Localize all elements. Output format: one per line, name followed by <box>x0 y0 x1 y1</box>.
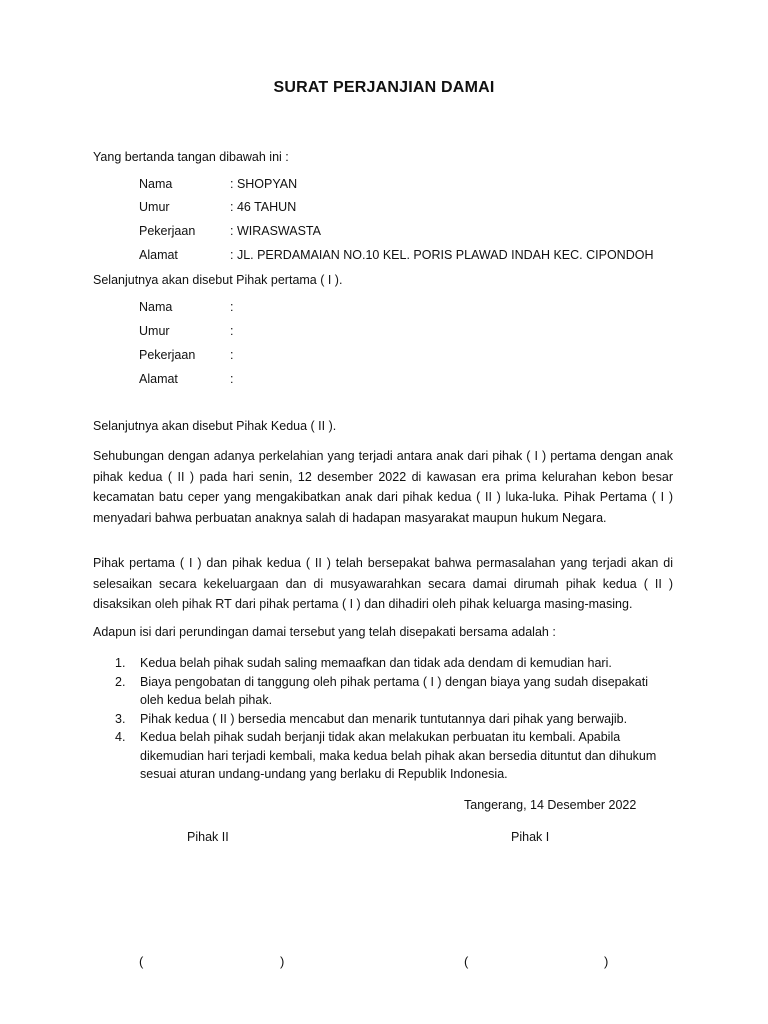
list-item-text: Pihak kedua ( II ) bersedia mencabut dan menarik tuntutannya dari pihak yang berwajib. <box>140 711 628 726</box>
party2-age-label: Umur <box>139 324 170 338</box>
list-item-text: Kedua belah pihak sudah berjanji tidak akan melakukan perbuatan itu kembali. Apabila dikemudian hari terjadi kembali, maka kedua belah pihak akan bersedia dituntut dan dihukum sesuai aturan undang-undang yang berlaku di Republik Indonesia. <box>140 730 657 781</box>
party2-job-label: Pekerjaan <box>139 348 196 362</box>
agreement-list <box>93 654 673 784</box>
party1-closing: Selanjutnya akan disebut Pihak pertama ( I ). <box>93 273 343 287</box>
list-item <box>93 654 673 673</box>
place-date: Tangerang, 14 Desember 2022 <box>464 798 637 812</box>
party2-job-value: : <box>230 348 234 362</box>
signature-left-open-paren: ( <box>139 954 144 969</box>
paragraph-incident: Sehubungan dengan adanya perkelahian yang terjadi antara anak dari pihak ( I ) pertama dengan anak pihak kedua ( II ) pada hari senin, 12 desember 2022 di kawasan era prima kelurahan kebon besar kecamatan batu ceper yang mengakibatkan anak dari pihak kedua ( II ) luka-luka. Pihak Pertama ( I ) menyadari bahwa perbuatan anaknya salah di hadapan masyarakat maupun hukum Negara. <box>93 449 673 525</box>
party2-address-label: Alamat <box>139 372 178 386</box>
party1-address-value: : JL. PERDAMAIAN NO.10 KEL. PORIS PLAWAD INDAH KEC. CIPONDOH <box>230 248 654 262</box>
list-item-number: 3. <box>115 711 126 726</box>
intro-text: Yang bertanda tangan dibawah ini : <box>93 150 289 164</box>
party1-age-value: : 46 TAHUN <box>230 200 297 214</box>
signature-left-close-paren: ) <box>280 954 285 969</box>
party2-closing: Selanjutnya akan disebut Pihak Kedua ( II ). <box>93 419 337 433</box>
party1-job-label: Pekerjaan <box>139 224 196 238</box>
party2-address-value: : <box>230 372 234 386</box>
list-item-number: 4. <box>115 730 126 744</box>
signatory-left-label: Pihak II <box>187 830 229 844</box>
party1-name-label: Nama <box>139 177 173 191</box>
list-item <box>93 673 673 710</box>
signatory-right-label: Pihak I <box>511 830 550 844</box>
paragraph-settlement: Pihak pertama ( I ) dan pihak kedua ( II ) telah bersepakat bahwa permasalahan yang terjadi akan di selesaikan secara kekeluargaan dan di musyawarahkan secara damai dirumah pihak kedua ( II ) disaksikan oleh pihak RT dari pihak pertama ( I ) dan dihadiri oleh pihak keluarga masing-masing. <box>93 556 673 611</box>
party2-name-label: Nama <box>139 300 173 314</box>
list-item <box>93 728 673 784</box>
list-item-text: Biaya pengobatan di tanggung oleh pihak pertama ( I ) dengan biaya yang sudah disepakati oleh kedua belah pihak. <box>140 674 649 707</box>
signature-right-close-paren: ) <box>604 954 609 969</box>
party1-name-value: : SHOPYAN <box>230 177 298 191</box>
party1-job-value: : WIRASWASTA <box>230 224 321 238</box>
party2-age-value: : <box>230 324 234 338</box>
party2-name-value: : <box>230 300 234 314</box>
list-item-text: Kedua belah pihak sudah saling memaafkan dan tidak ada dendam di kemudian hari. <box>140 656 612 670</box>
signature-right-open-paren: ( <box>464 954 469 969</box>
list-item-number: 2. <box>115 674 126 689</box>
list-item-number: 1. <box>115 656 126 670</box>
list-item <box>93 710 673 729</box>
party1-address-label: Alamat <box>139 248 178 262</box>
document-title: SURAT PERJANJIAN DAMAI <box>273 79 495 96</box>
paragraph-agreement-intro: Adapun isi dari perundingan damai tersebut yang telah disepakati bersama adalah : <box>93 625 556 639</box>
party1-age-label: Umur <box>139 200 170 214</box>
